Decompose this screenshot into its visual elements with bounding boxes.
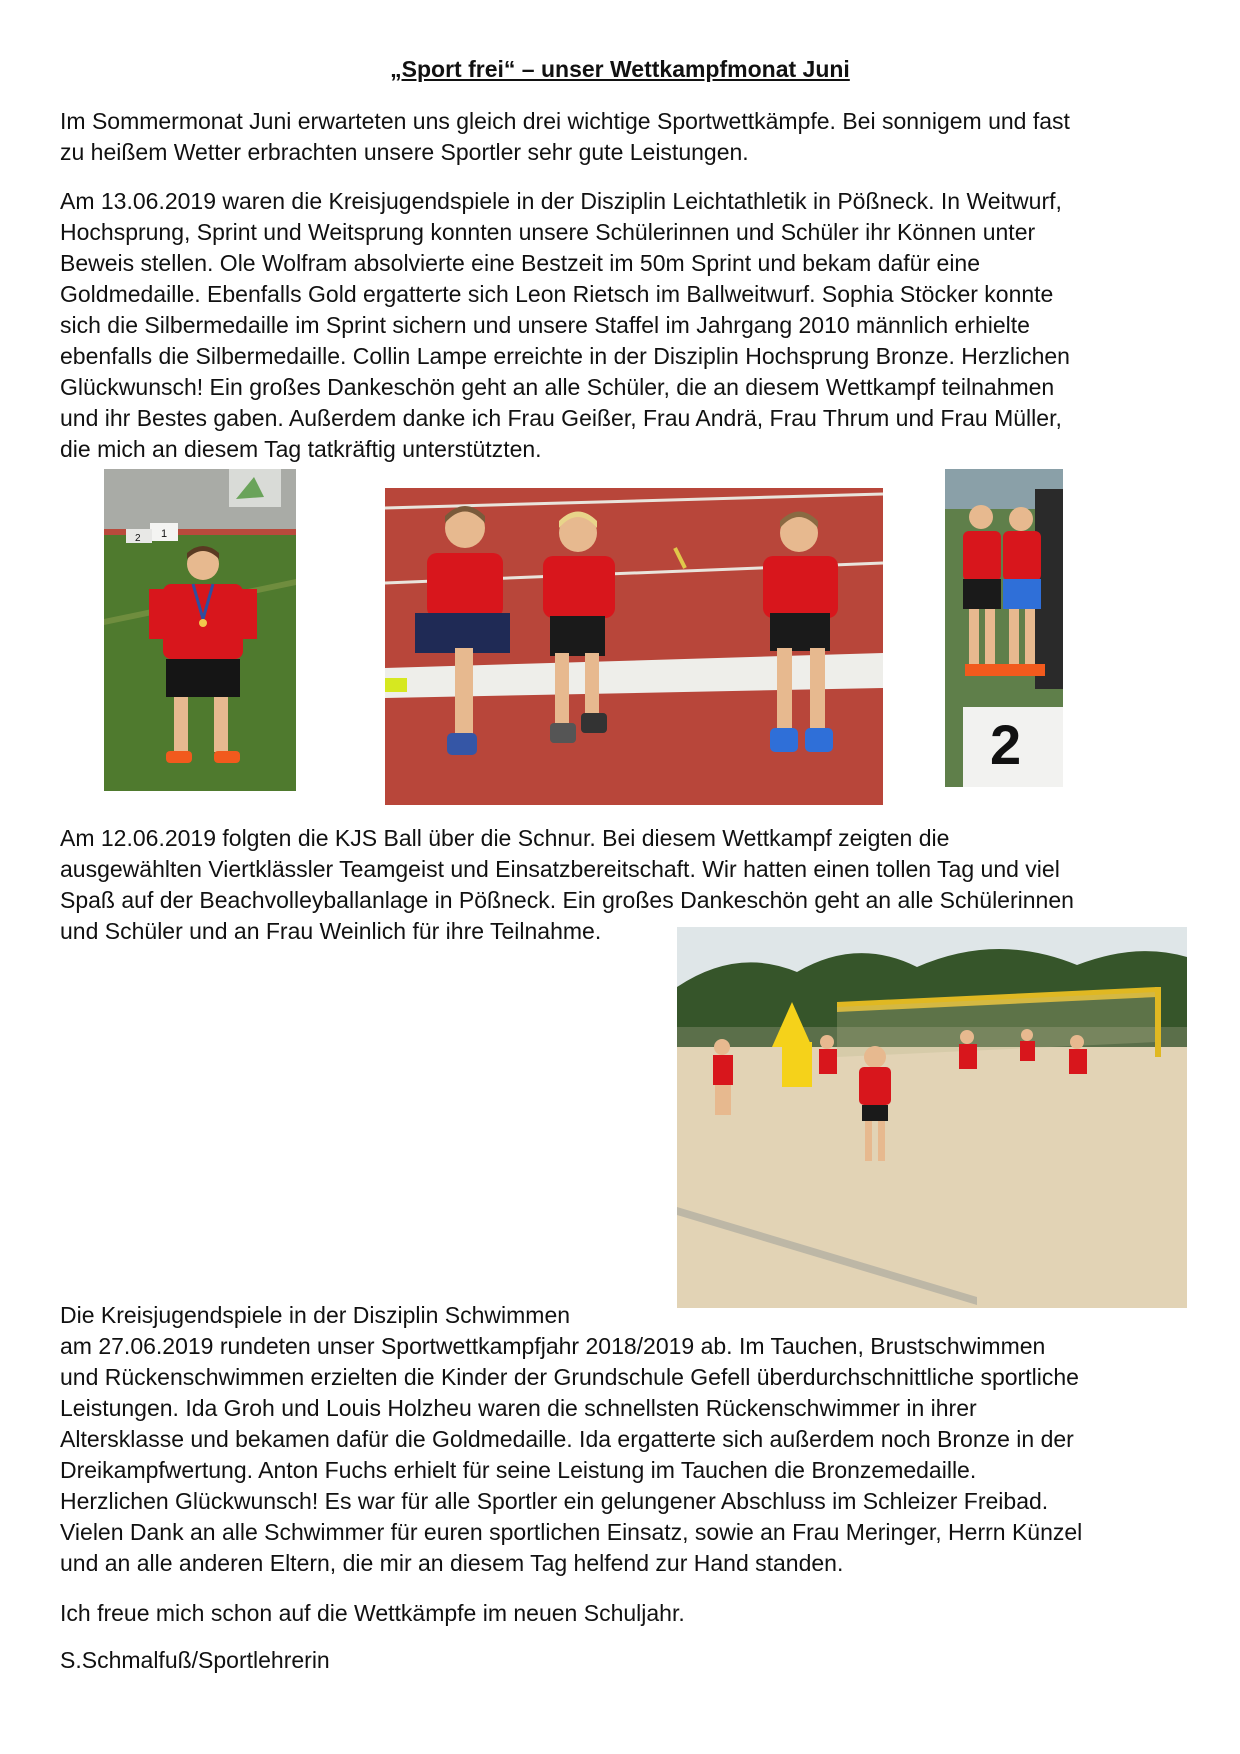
text-line: ebenfalls die Silbermedaille. Collin Lampe erreichte in der Disziplin Hochsprung Bronze. Herzlichen (60, 343, 1070, 369)
podium-number: 2 (990, 713, 1022, 776)
swimming-paragraph (60, 1300, 1180, 1579)
text-line: Am 13.06.2019 waren die Kreisjugendspiele in der Disziplin Leichtathletik in Pößneck. In Weitwurf, (60, 188, 1062, 214)
photo-beach-volleyball (677, 927, 1187, 1308)
text-line: Glückwunsch! Ein großes Dankeschön geht an alle Schüler, die an diesem Wettkampf teilnahmen (60, 374, 1055, 400)
text-line: sich die Silbermedaille im Sprint sichern und unsere Staffel im Jahrgang 2010 männlich erhielte (60, 312, 1030, 338)
photo-gold-medalist (104, 469, 296, 791)
page-title: „Sport frei“ – unser Wettkampfmonat Juni (390, 56, 850, 82)
intro-paragraph (60, 106, 1180, 168)
text-line: am 27.06.2019 rundeten unser Sportwettkampfjahr 2018/2019 ab. Im Tauchen, Brustschwimmen (60, 1333, 1046, 1359)
athletics-paragraph (60, 186, 1180, 465)
text-line: Spaß auf der Beachvolleyballanlage in Pößneck. Ein großes Dankeschön geht an alle Schülerinnen (60, 887, 1074, 913)
text-line: Am 12.06.2019 folgten die KJS Ball über die Schnur. Bei diesem Wettkampf zeigten die (60, 825, 950, 851)
closing-line: Ich freue mich schon auf die Wettkämpfe im neuen Schuljahr. (60, 1600, 685, 1626)
text-line: und an alle anderen Eltern, die mir an diesem Tag helfend zur Hand standen. (60, 1550, 844, 1576)
photo-podium-silver (945, 469, 1063, 787)
text-line: Vielen Dank an alle Schwimmer für euren sportlichen Einsatz, sowie an Frau Meringer, Herrn Künzel (60, 1519, 1083, 1545)
text-line: Hochsprung, Sprint und Weitsprung konnten unsere Schülerinnen und Schüler ihr Können unter (60, 219, 1036, 245)
text-line: Leistungen. Ida Groh und Louis Holzheu waren die schnellsten Rückenschwimmer in ihrer (60, 1395, 977, 1421)
text-line: und Schüler und an Frau Weinlich für ihre Teilnahme. (60, 918, 602, 944)
text-line: Die Kreisjugendspiele in der Disziplin Schwimmen (60, 1302, 571, 1328)
photo-relay-team (385, 488, 883, 805)
text-line: Altersklasse und bekamen dafür die Goldmedaille. Ida ergatterte sich außerdem noch Bronze in der (60, 1426, 1074, 1452)
text-line: Beweis stellen. Ole Wolfram absolvierte eine Bestzeit im 50m Sprint und bekam dafür eine (60, 250, 981, 276)
podium-number: 1 (161, 528, 168, 540)
text-line: Herzlichen Glückwunsch! Es war für alle Sportler ein gelungener Abschluss im Schleizer Freibad. (60, 1488, 1049, 1514)
text-line: ausgewählten Viertklässler Teamgeist und Einsatzbereitschaft. Wir hatten einen tollen Tag und viel (60, 856, 1060, 882)
text-line: Goldmedaille. Ebenfalls Gold ergatterte sich Leon Rietsch im Ballweitwurf. Sophia Stöcker konnte (60, 281, 1054, 307)
text-line: und Rückenschwimmen erzielten die Kinder der Grundschule Gefell überdurchschnittliche sportliche (60, 1364, 1079, 1390)
text-line: zu heißem Wetter erbrachten unsere Sportler sehr gute Leistungen. (60, 139, 749, 165)
text-line: die mich an diesem Tag tatkräftig unterstützten. (60, 436, 542, 462)
text-line: Im Sommermonat Juni erwarteten uns gleich drei wichtige Sportwettkämpfe. Bei sonnigem und fast (60, 108, 1070, 134)
text-line: Dreikampfwertung. Anton Fuchs erhielt für seine Leistung im Tauchen die Bronzemedaille. (60, 1457, 977, 1483)
text-line: und ihr Bestes gaben. Außerdem danke ich Frau Geißer, Frau Andrä, Frau Thrum und Frau Müller, (60, 405, 1062, 431)
signature: S.Schmalfuß/Sportlehrerin (60, 1647, 330, 1673)
podium-number: 2 (135, 533, 141, 544)
